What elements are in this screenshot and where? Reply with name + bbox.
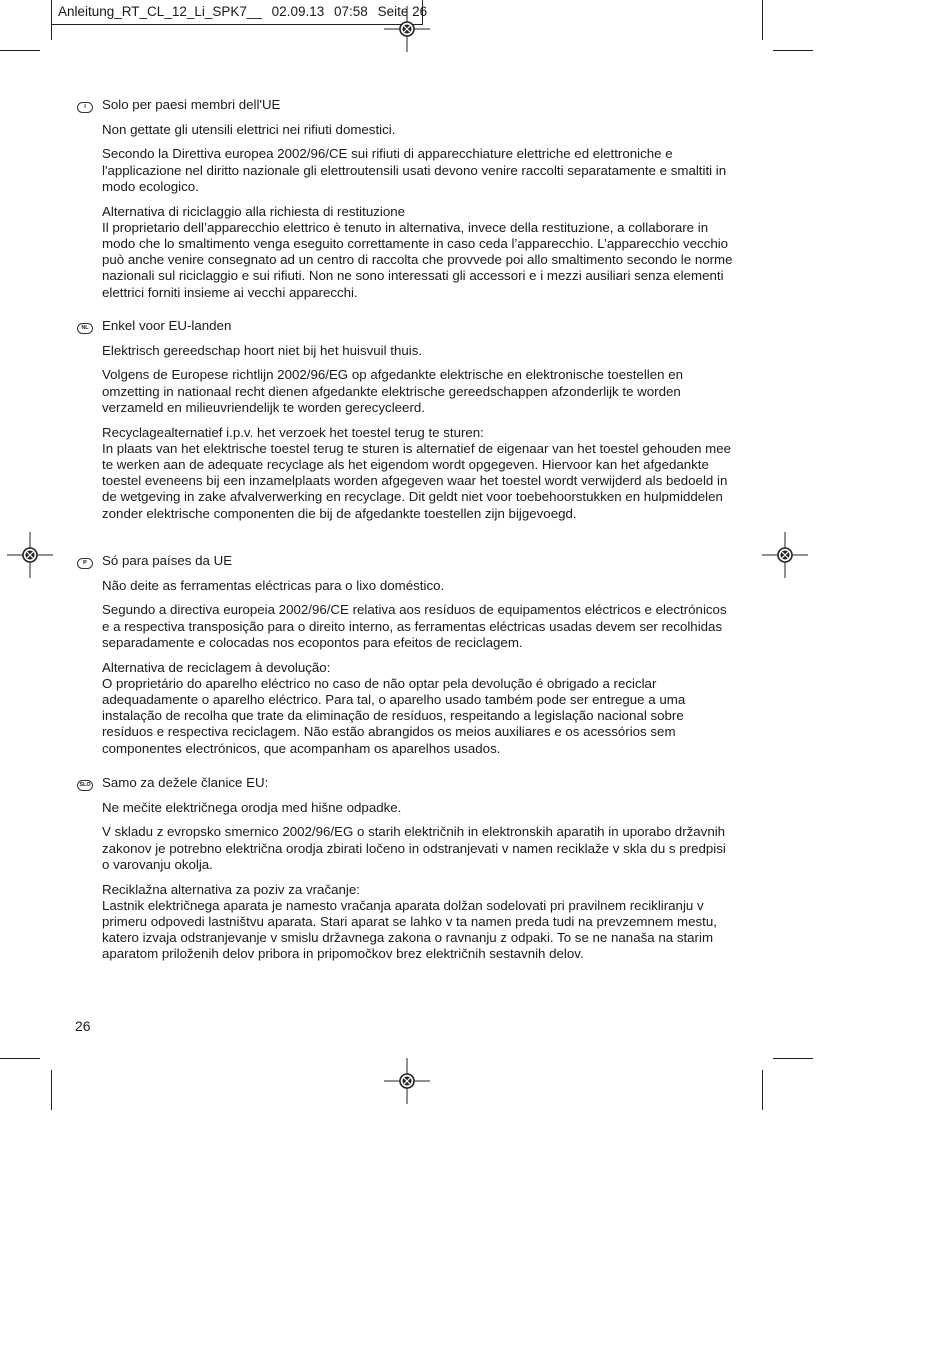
- directive-text: Secondo la Direttiva europea 2002/96/CE sui rifiuti di apparecchiature elettriche ed elettroniche e l'applicazione nel diritto nazionale gli elettroutensili usati devono venire raccolti separatamente e smaltiti in modo ecologico.: [102, 146, 727, 194]
- recycling-alternative-body: O proprietário do aparelho eléctrico no caso de não optar pela devolução é obrigado a reciclar adequadamente o aparelho eléctrico. Para tal, o aparelho usado também pode ser entregue a uma instalação de recolha que trate da eliminação de resíduos, respeitando a legislação nacional sobre resíduos e respectiva reciclagem. Não estão abrangidos os meios auxiliares e os acessórios sem componentes electrónicos, que acompanham os aparelhos usados.: [102, 675, 686, 756]
- recycling-alternative-title: Reciklažna alternativa za poziv za vračanje:: [102, 881, 360, 897]
- section-heading: Enkel voor EU-landen: [102, 318, 232, 333]
- registration-mark-right-icon: [762, 532, 808, 578]
- section-content: [102, 553, 734, 765]
- crop-mark-bottom-right-h: [773, 1058, 813, 1059]
- directive-text: Segundo a directiva europeia 2002/96/CE relativa aos resíduos de equipamentos eléctricos e electrónicos e a respectiva transposição para o direito interno, as ferramentas eléctricas usadas devem ser recolhidas separadamente e colocadas nos ecopontos para efeitos de reciclagem.: [102, 602, 727, 650]
- slug-time: 07:58: [334, 4, 368, 19]
- recycling-alternative-body: Lastnik električnega aparata je namesto vračanja aparata dolžan sodelovati pri pravilnem recikliranju v primeru odpovedi lastništvu aparata. Stari aparat se lahko v ta namen preda tudi na prevzemnem mestu, katero izvaja odstranjevanje v smislu državnega zakona o ravnanju z odpaki. To se ne nanaša na starim aparatom priloženih delov pribora in pripomočkov brez električnih sestavnih delov.: [102, 897, 717, 962]
- page-number: 26: [75, 1018, 91, 1034]
- disposal-warning: Ne mečite električnega orodja med hišne odpadke.: [102, 799, 402, 815]
- crop-mark-top-left-h: [0, 50, 40, 51]
- registration-mark-bottom-icon: [384, 1058, 430, 1104]
- section-heading: Samo za dežele članice EU:: [102, 775, 269, 790]
- disposal-warning: Non gettate gli utensili elettrici nei rifiuti domestici.: [102, 121, 396, 137]
- slug-filename: Anleitung_RT_CL_12_Li_SPK7__: [58, 4, 262, 19]
- disposal-warning: Elektrisch gereedschap hoort niet bij het huisvuil thuis.: [102, 342, 423, 358]
- registration-mark-top-icon: [384, 6, 430, 52]
- crop-mark-top-right-h: [773, 50, 813, 51]
- section-content: [102, 775, 734, 971]
- lang-badge-it: I: [77, 102, 93, 113]
- recycling-alternative-title: Alternativa de reciclagem à devolução:: [102, 659, 331, 675]
- lang-badge-slo: SLO: [77, 780, 93, 791]
- lang-badge-nl: NL: [77, 323, 93, 334]
- section-heading: Solo per paesi membri dell'UE: [102, 97, 281, 112]
- lang-badge-pt: P: [77, 558, 93, 569]
- directive-text: V skladu z evropsko smernico 2002/96/EG o starih električnih in elektronskih aparatih in uporabo državnih zakonov je potrebno električna orodja zbirati ločeno in odstranjevati v namen reciklaže v skla du s predpisi o varovanju okolja.: [102, 824, 726, 872]
- registration-mark-left-icon: [7, 532, 53, 578]
- disposal-warning: Não deite as ferramentas eléctricas para o lixo doméstico.: [102, 577, 445, 593]
- directive-text: Volgens de Europese richtlijn 2002/96/EG op afgedankte elektrische en elektronische toestellen en omzetting in nationaal recht dienen afgedankte elektrische gereedschappen afzonderlijk te worden verzameld en milieuvriendelijk te worden gerecycleerd.: [102, 367, 684, 415]
- crop-mark-bottom-left-v: [51, 1070, 52, 1110]
- section-content: [102, 318, 734, 530]
- section-content: [102, 97, 734, 309]
- recycling-alternative-body: In plaats van het elektrische toestel terug te sturen is alternatief de eigenaar van het toestel gehouden mee te werken aan de adequate recyclage als het eigendom wordt opgegeven. Hiervoor kan het afgedankte toestel eveneens bij een inzamelplaats worden afgegeven waar het toestel wordt verwijderd als bedoeld in de wetgeving in zake afvalverwerking en recyclage. Dit geldt niet voor toebehoorstukken en hulpmiddelen zonder elektrische componenten die bij de afgedankte toestellen zijn bijgevoegd.: [102, 440, 732, 521]
- slug-page-label: Seite 26: [377, 4, 428, 19]
- recycling-alternative-title: Alternativa di riciclaggio alla richiesta di restituzione: [102, 203, 406, 219]
- crop-mark-bottom-right-v: [762, 1070, 763, 1110]
- crop-mark-top-left-v: [51, 0, 52, 40]
- slug-date: 02.09.13: [271, 4, 325, 19]
- recycling-alternative-title: Recyclagealternatief i.p.v. het verzoek het toestel terug te sturen:: [102, 424, 484, 440]
- crop-mark-top-right-v: [762, 0, 763, 40]
- print-slug-header: [51, 0, 428, 25]
- crop-mark-bottom-left-h: [0, 1058, 40, 1059]
- recycling-alternative-body: Il proprietario dell’apparecchio elettrico è tenuto in alternativa, invece della restituzione, a collaborare in modo che lo smaltimento venga eseguito correttamente in caso ceda l’apparecchio. L’apparecchio vecchio può anche venire consegnato ad un centro di raccolta che provvede poi allo smaltimento secondo le norme nazionali sul riciclaggio e sui rifiuti. Non ne sono interessati gli accessori e i mezzi ausiliari senza elementi elettrici forniti insieme ai vecchi apparecchi.: [102, 219, 733, 300]
- section-heading: Só para países da UE: [102, 553, 233, 568]
